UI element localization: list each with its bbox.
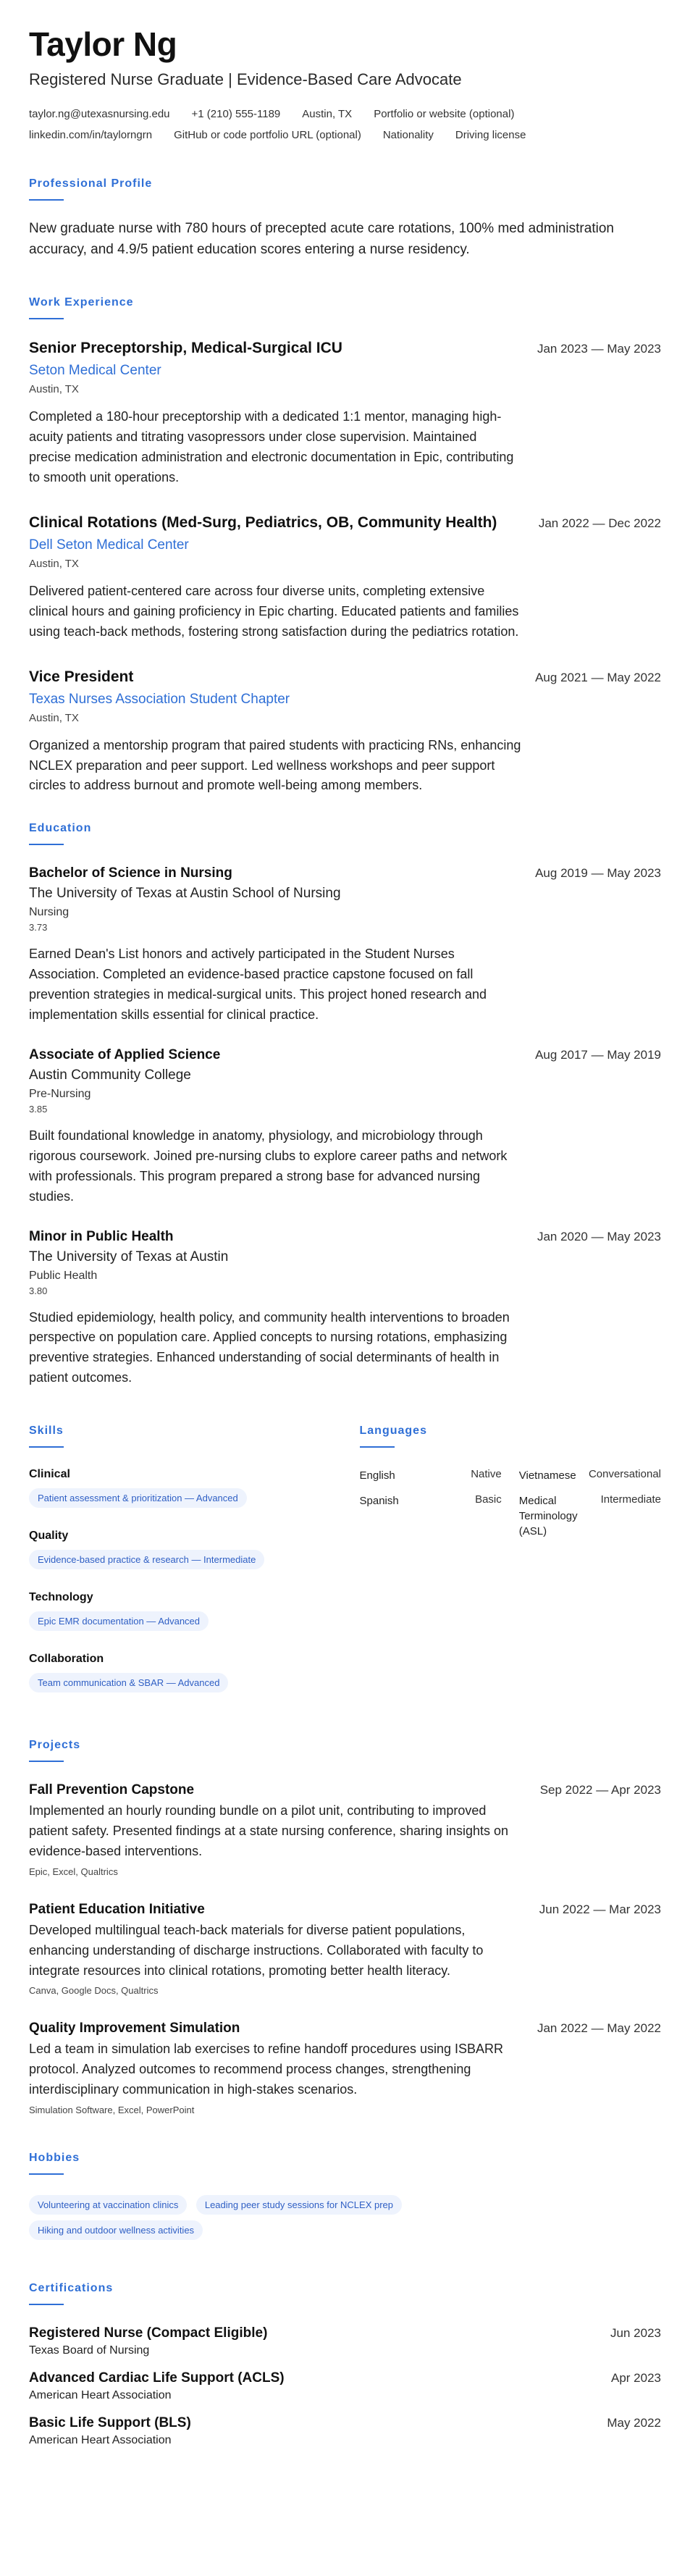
education-entry [29,865,661,1025]
language-name: Spanish [359,1495,399,1508]
hobby-list [29,2195,463,2246]
languages-column [360,1425,662,1714]
section-title: Education [29,822,92,835]
work-entry [29,668,661,797]
section-title: Skills [29,1425,64,1438]
employer: Seton Medical Center [29,363,161,379]
job-location: Austin, TX [29,383,79,396]
contact-nationality: Nationality [382,128,434,141]
education-description: Earned Dean's List honors and actively participated in the Student Nurses Association. Completed an evidence-based practice capstone focused on fall prevention strategies in medical-surgical units. This project honed research and implementation skills essential for clinical practice. [29,947,487,1023]
certification-date: Apr 2023 [611,2371,661,2386]
skill-category: Clinical [29,1468,70,1481]
language-name: Vietnamese [518,1469,576,1482]
language-item [519,1468,661,1483]
hobby-pill: Volunteering at vaccination clinics [29,2195,187,2215]
project-entry [29,1902,661,1997]
resume-header [29,26,661,141]
education-description: Built foundational knowledge in anatomy, physiology, and microbiology through rigorous coursework. Joined pre-nursing clubs to explore career paths and network with professionals. This program prepared a strong base for advanced nursing studies. [29,1128,508,1204]
field-of-study: Pre-Nursing [29,1087,91,1100]
job-dates: Aug 2021 — May 2022 [535,670,661,684]
section-divider [29,1446,64,1448]
job-location: Austin, TX [29,558,79,571]
profile-section [29,177,661,261]
hobby-pill: Leading peer study sessions for NCLEX prep [196,2195,402,2215]
hobby-pill: Hiking and outdoor wellness activities [29,2220,203,2240]
contact-driving-license: Driving license [455,128,526,141]
candidate-name: Taylor Ng [29,25,177,63]
education-description: Studied epidemiology, health policy, and community health interventions to broaden perspective on population care. Applied concepts to nursing rotations, emphasizing preventive strategies. Enhanced understanding of social determinants of health in patient outcomes. [29,1309,510,1385]
section-title: Hobbies [29,2152,80,2165]
certification-entry [29,2370,661,2402]
contact-list [29,108,652,141]
section-title: Professional Profile [29,177,153,190]
work-entry [29,340,661,488]
section-divider [29,844,64,845]
school-name: Austin Community College [29,1067,191,1083]
certification-name: Basic Life Support (BLS) [29,2415,191,2431]
education-dates: Jan 2020 — May 2023 [537,1229,661,1243]
certification-entry [29,2415,661,2447]
gpa: 3.80 [29,1285,48,1296]
section-divider [360,1446,395,1448]
contact-location: Austin, TX [302,107,353,120]
contact-linkedin[interactable]: linkedin.com/in/taylorngrn [29,128,153,141]
work-entry [29,514,661,642]
education-entry [29,1047,661,1207]
skills-column [29,1425,331,1714]
job-description: Completed a 180-hour preceptorship with a dedicated 1:1 mentor, managing high-acuity patients and titrating vasopressors under close supervision. Maintained precise medication administration and electronic documentation in Epic, contributing to smooth unit operations. [29,409,514,485]
gpa: 3.73 [29,922,48,934]
certification-issuer: Texas Board of Nursing [29,2344,150,2357]
language-item [519,1493,661,1539]
education-section [29,822,661,1388]
education-dates: Aug 2019 — May 2023 [535,866,661,881]
certification-date: May 2022 [607,2416,661,2430]
project-tools: Epic, Excel, Qualtrics [29,1866,118,1877]
contact-email[interactable]: taylor.ng@utexasnursing.edu [29,107,170,120]
language-list [360,1468,662,1539]
work-section [29,296,661,796]
certification-issuer: American Heart Association [29,2434,172,2447]
project-description: Developed multilingual teach-back materials for diverse patient populations, enhancing understanding of discharge instructions. Collaborated with faculty to integrate resources into clinical rotations, promoting better health literacy. [29,1922,484,1978]
certification-date: Jun 2023 [610,2326,661,2341]
section-divider [29,318,64,319]
degree-title: Associate of Applied Science [29,1046,221,1062]
school-name: The University of Texas at Austin School of Nursing [29,886,341,902]
field-of-study: Nursing [29,906,70,919]
field-of-study: Public Health [29,1269,98,1282]
skills-languages-section [29,1425,661,1714]
language-name: English [359,1469,395,1482]
job-description: Organized a mentorship program that paired students with practicing RNs, enhancing NCLEX preparation and peer support. Led wellness workshops and peer support circles to address burnout and promote well-being among members. [29,737,521,793]
projects-section [29,1739,661,2115]
skill-pill: Evidence-based practice & research — Intermediate [29,1550,264,1569]
section-divider [29,199,64,201]
section-title: Work Experience [29,296,134,309]
contact-portfolio[interactable]: Portfolio or website (optional) [374,107,515,120]
section-title: Projects [29,1739,81,1752]
section-divider [29,1761,64,1762]
skill-pill: Patient assessment & prioritization — Advanced [29,1488,247,1508]
skill-category: Collaboration [29,1653,104,1666]
job-dates: Jan 2023 — May 2023 [537,342,661,356]
skill-group [29,1653,331,1698]
hobbies-section [29,2152,661,2246]
certification-entry [29,2325,661,2357]
job-title: Clinical Rotations (Med-Surg, Pediatrics, OB, Community Health) [29,514,497,532]
certifications-section [29,2282,661,2447]
employer: Dell Seton Medical Center [29,537,189,553]
project-dates: Jan 2022 — May 2022 [537,2021,661,2036]
job-dates: Jan 2022 — Dec 2022 [538,516,661,531]
certification-name: Registered Nurse (Compact Eligible) [29,2325,268,2341]
language-level: Basic [475,1493,502,1506]
degree-title: Minor in Public Health [29,1228,174,1244]
language-level: Native [471,1468,502,1481]
candidate-tagline: Registered Nurse Graduate | Evidence-Based Care Advocate [29,70,462,88]
project-dates: Jun 2022 — Mar 2023 [539,1902,661,1916]
skill-group [29,1591,331,1637]
job-location: Austin, TX [29,711,79,724]
school-name: The University of Texas at Austin [29,1249,229,1264]
project-dates: Sep 2022 — Apr 2023 [539,1783,661,1797]
section-title: Languages [359,1425,427,1438]
project-tools: Canva, Google Docs, Qualtrics [29,1985,159,1997]
language-item [360,1468,502,1483]
skill-pill: Team communication & SBAR — Advanced [29,1673,228,1692]
project-description: Led a team in simulation lab exercises to refine handoff procedures using ISBARR protocol. Analyzed outcomes to recommend process changes, strengthening interdisciplinary communication in high-stakes scenarios. [29,2042,504,2097]
project-tools: Simulation Software, Excel, PowerPoint [29,2105,195,2116]
language-item [360,1493,502,1539]
job-title: Vice President [29,668,134,685]
language-level: Conversational [588,1468,661,1481]
certification-name: Advanced Cardiac Life Support (ACLS) [29,2370,285,2386]
job-title: Senior Preceptorship, Medical-Surgical ICU [29,340,342,357]
project-name: Fall Prevention Capstone [29,1782,195,1798]
skill-group [29,1468,331,1514]
certification-issuer: American Heart Association [29,2389,172,2402]
profile-summary: New graduate nurse with 780 hours of precepted acute care rotations, 100% med administration accuracy, and 4.9/5 patient education scores entering a nurse residency. [29,220,614,258]
degree-title: Bachelor of Science in Nursing [29,865,232,881]
skill-category: Technology [29,1591,93,1604]
contact-phone[interactable]: +1 (210) 555-1189 [191,107,281,120]
project-entry [29,2021,661,2115]
language-name: Medical Terminology (ASL) [518,1495,578,1538]
project-description: Implemented an hourly rounding bundle on a pilot unit, contributing to improved patient safety. Presented findings at a state nursing conference, sharing insights on evidence-based interventions. [29,1803,509,1858]
project-entry [29,1782,661,1877]
section-divider [29,2304,64,2305]
education-dates: Aug 2017 — May 2019 [535,1047,661,1062]
skill-pill: Epic EMR documentation — Advanced [29,1611,209,1631]
language-level: Intermediate [600,1493,661,1506]
project-name: Patient Education Initiative [29,1901,205,1917]
job-description: Delivered patient-centered care across four diverse units, completing extensive clinical hours and gaining proficiency in Epic charting. Educated patients and families using teach-back methods, fostering strong satisfaction during the pediatrics rotation. [29,584,519,639]
gpa: 3.85 [29,1103,48,1115]
skill-group [29,1530,331,1575]
skill-category: Quality [29,1530,69,1543]
employer: Texas Nurses Association Student Chapter [29,691,290,707]
education-entry [29,1229,661,1389]
project-name: Quality Improvement Simulation [29,2021,240,2036]
contact-github[interactable]: GitHub or code portfolio URL (optional) [174,128,361,141]
section-title: Certifications [29,2282,114,2295]
section-divider [29,2173,64,2175]
